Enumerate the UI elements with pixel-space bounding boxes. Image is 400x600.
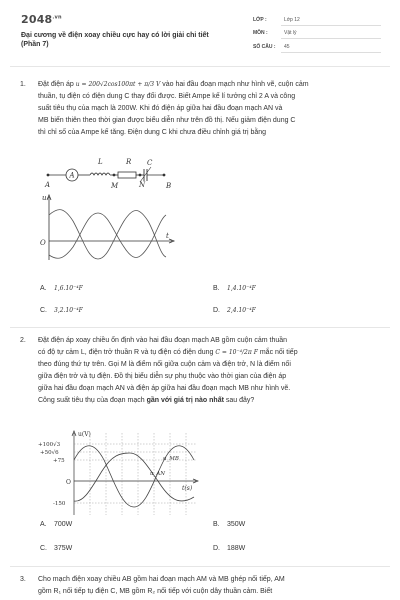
question-2-graph: [36, 427, 206, 517]
question-divider: [10, 327, 390, 328]
question-3-number: 3.: [20, 576, 26, 583]
option-d[interactable]: D. 188W: [213, 545, 246, 552]
option-c[interactable]: C. 375W: [40, 545, 73, 552]
svg-text:B: B: [166, 182, 172, 190]
circuit-diagram: [44, 158, 171, 190]
document-title: Đại cương về điện xoay chiều cực hay có lời giải chi tiết (Phần 7): [21, 32, 209, 48]
svg-text:+100√3: +100√3: [38, 442, 61, 448]
svg-text:u: u: [42, 194, 47, 202]
question-divider: [10, 566, 390, 567]
option-b[interactable]: B. 350W: [213, 521, 246, 528]
option-c[interactable]: C. 3,2.10⁻⁴F: [40, 307, 83, 314]
svg-text:A: A: [69, 171, 75, 180]
svg-text:u_MB: u_MB: [163, 456, 179, 462]
svg-text:O: O: [40, 239, 46, 247]
site-logo[interactable]: $2048^{.vn}$: [21, 13, 62, 26]
question-1-number: 1.: [20, 81, 26, 88]
resistor-icon: [118, 172, 136, 178]
subject-value: Vật lý: [284, 30, 297, 36]
question-1-text: Đặt điện áp u = 200√2cos100πt + π/3 V vào hai đầu đoạn mạch như hình vẽ, cuộn cảm thuần, tụ điện có điện dung C thay đổi được. Biết Ampe kế lí tưởng chỉ 2 A và công suất tiêu thụ của mạch là 200W. Khi đó điện áp giữa hai đầu đoạn mạch AN và MB biến thiên theo thời gian được biểu diễn như trên đồ thị. Nếu giảm điện dung C thì chỉ số của Ampe kế tăng. Điện dung C khi chưa điều chỉnh giá trị bằng: [38, 81, 309, 136]
question-1-figure: [36, 155, 196, 265]
inductor-icon: [90, 173, 110, 175]
question-2-number: 2.: [20, 337, 26, 344]
divider: [281, 25, 381, 26]
u-an-curve: [74, 446, 194, 507]
svg-text:R: R: [126, 158, 132, 166]
svg-text:+50√6: +50√6: [40, 450, 59, 456]
svg-text:-150: -150: [53, 501, 66, 507]
option-a[interactable]: A. 700W: [40, 521, 73, 528]
option-a[interactable]: A. 1,6.10⁻⁴F: [40, 285, 83, 292]
svg-text:L: L: [98, 158, 103, 166]
svg-text:u(V): u(V): [78, 431, 91, 438]
subject-label: MÔN :: [253, 30, 268, 36]
header-divider: [10, 66, 390, 67]
divider: [281, 52, 381, 53]
svg-text:t: t: [166, 232, 169, 240]
question-2-text: Đặt điện áp xoay chiều ổn định vào hai đầu đoạn mạch AB gồm cuộn cảm thuần có độ tự cảm L, điện trở thuần R và tụ điện có điện dung C = 10⁻⁴/2π F mắc nối tiếp theo đúng thứ tự trên. Gọi M là điểm nối giữa cuộn cảm và điện trở, N là điểm nối giữa điện trở và tụ điện. Đồ thị biểu diễn sự phụ thuộc vào thời gian của điện áp giữa hai đầu đoạn mạch AN và điện áp giữa hai đầu đoạn mạch MB như hình vẽ. Công suất tiêu thụ của đoạn mạch gần với giá trị nào nhất sau đây?: [38, 337, 298, 404]
question-3-text: Cho mạch điện xoay chiều AB gồm hai đoạn mạch AM và MB ghép nối tiếp, AM gồm R₁ nối tiếp tụ điện C, MB gồm R₂ nối tiếp với cuộn dây thuần cảm. Biết: [38, 576, 285, 595]
svg-text:+75: +75: [53, 458, 65, 464]
voltage-time-graph: [40, 194, 174, 260]
svg-text:M: M: [111, 182, 119, 190]
page-header: [0, 0, 400, 62]
svg-text:t(s): t(s): [182, 485, 193, 492]
option-d[interactable]: D. 2,4.10⁻⁴F: [213, 307, 256, 314]
count-label: SỐ CÂU :: [253, 44, 276, 50]
svg-text:u_AN: u_AN: [150, 471, 166, 477]
svg-text:C: C: [147, 159, 153, 167]
count-value: 45: [284, 44, 290, 50]
option-b[interactable]: B. 1,4.10⁻⁴F: [213, 285, 256, 292]
divider: [281, 38, 381, 39]
svg-text:N: N: [139, 181, 146, 189]
svg-text:O: O: [66, 479, 71, 486]
svg-text:A: A: [45, 181, 51, 189]
class-value: Lớp 12: [284, 17, 300, 23]
class-label: LỚP :: [253, 17, 267, 23]
